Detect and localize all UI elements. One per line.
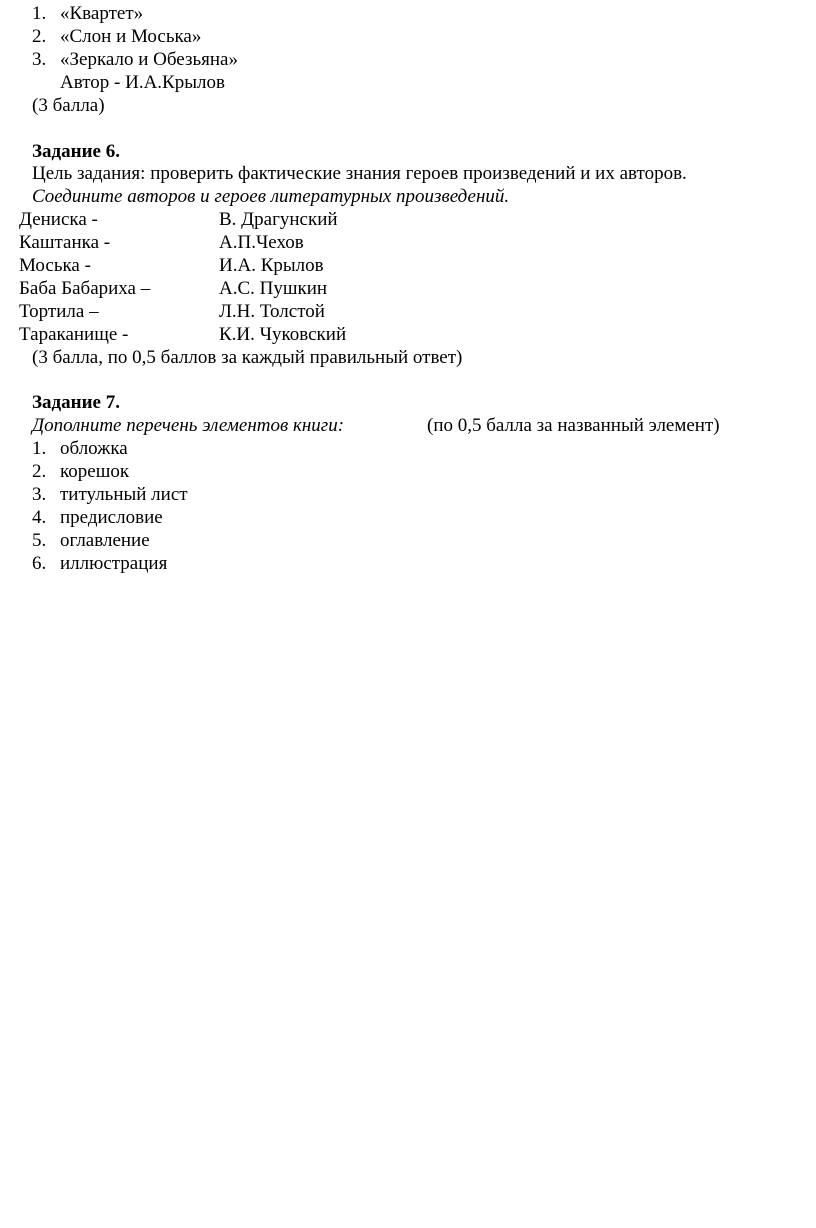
list-item: титульный лист — [60, 484, 188, 505]
list-number: 4. — [32, 507, 47, 528]
task-7-instruction: Дополните перечень элементов книги: — [32, 415, 345, 436]
author-name: А.С. Пушкин — [219, 278, 328, 299]
list-item: предисловие — [60, 507, 163, 528]
hero-name: Тортила – — [19, 301, 99, 322]
list-item: корешок — [60, 461, 130, 482]
author-name: К.И. Чуковский — [219, 324, 347, 345]
list-number: 6. — [32, 553, 47, 574]
hero-name: Каштанка - — [19, 232, 111, 253]
author-name: В. Драгунский — [219, 209, 338, 230]
score-note: (3 балла) — [32, 95, 105, 116]
list-item: иллюстрация — [60, 553, 168, 574]
list-item: обложка — [60, 438, 128, 459]
hero-name: Тараканище - — [19, 324, 129, 345]
list-number: 3. — [32, 484, 47, 505]
list-number: 2. — [32, 26, 47, 47]
list-number: 5. — [32, 530, 47, 551]
list-item: «Слон и Моська» — [60, 26, 202, 47]
task-6-title: Задание 6. — [32, 141, 120, 162]
task-6-instruction: Соедините авторов и героев литературных произведений. — [32, 186, 510, 207]
author-name: А.П.Чехов — [219, 232, 304, 253]
task-6-goal: Цель задания: проверить фактические знания героев произведений и их авторов. — [32, 163, 687, 184]
author-name: И.А. Крылов — [219, 255, 324, 276]
list-item: «Зеркало и Обезьяна» — [60, 49, 238, 70]
list-number: 3. — [32, 49, 47, 70]
score-note: (3 балла, по 0,5 баллов за каждый правильный ответ) — [32, 347, 463, 368]
list-number: 1. — [32, 438, 47, 459]
list-number: 2. — [32, 461, 47, 482]
list-number: 1. — [32, 3, 47, 24]
hero-name: Моська - — [19, 255, 91, 276]
hero-name: Дениска - — [19, 209, 98, 230]
task-7-title: Задание 7. — [32, 392, 120, 413]
list-item: «Квартет» — [60, 3, 144, 24]
author-line: Автор - И.А.Крылов — [60, 72, 225, 93]
list-item: оглавление — [60, 530, 150, 551]
hero-name: Баба Бабариха – — [19, 278, 151, 299]
score-note: (по 0,5 балла за названный элемент) — [427, 415, 720, 436]
author-name: Л.Н. Толстой — [219, 301, 325, 322]
